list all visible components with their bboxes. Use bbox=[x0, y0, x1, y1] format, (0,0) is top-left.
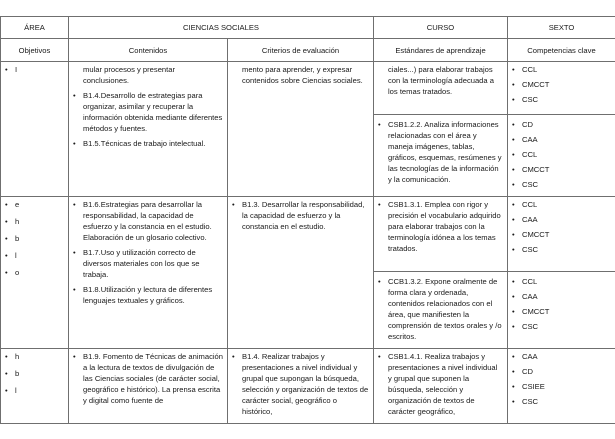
list-item: • B1.7.Uso y utilización correcto de diversos materiales con los que se trabaja. bbox=[73, 247, 223, 280]
list-item: • l bbox=[5, 385, 64, 396]
text-continuation: mular procesos y presentar conclusiones. bbox=[83, 65, 176, 85]
list-item: • CAA bbox=[512, 351, 611, 362]
criterios-cell bbox=[228, 349, 374, 424]
competencias-cell bbox=[508, 62, 615, 197]
estandares-cell bbox=[374, 349, 508, 424]
list-item: • b bbox=[5, 368, 64, 379]
column-header-row bbox=[1, 39, 615, 62]
course-value: SEXTO bbox=[508, 17, 615, 39]
list-item: • CSC bbox=[512, 94, 611, 105]
estandares-cell bbox=[374, 62, 508, 197]
objetivos-cell bbox=[1, 197, 69, 349]
list-item: • CCL bbox=[512, 276, 611, 287]
area-label: ÁREA bbox=[1, 17, 69, 39]
list-item: • B1.4.Desarrollo de estrategias para organizar, asimilar y recuperar la información obtenida mediante diferentes métodos y fuentes. bbox=[73, 90, 223, 134]
list-item: • o bbox=[5, 267, 64, 278]
list-item: • CAA bbox=[512, 134, 611, 145]
list-item: • CMCCT bbox=[512, 164, 611, 175]
list-item: • b bbox=[5, 233, 64, 244]
list-item: • CAA bbox=[512, 214, 611, 225]
list-item: • CMCCT bbox=[512, 79, 611, 90]
list-item: • CCL bbox=[512, 64, 611, 75]
list-item: • B1.5.Técnicas de trabajo intelectual. bbox=[73, 138, 223, 149]
table-row bbox=[1, 197, 615, 349]
list-item: • CCB1.3.2. Expone oralmente de forma clara y ordenada, contenidos relacionados con el área, que manifiesten la comprensión de textos orales y /o escritos. bbox=[378, 276, 503, 342]
list-item: • CSB1.4.1. Realiza trabajos y presentaciones a nivel individual y grupal que suponen la búsqueda, selección y organización de textos de carácter geográfico, bbox=[378, 351, 503, 417]
list-item: • CAA bbox=[512, 291, 611, 302]
competencias-cell bbox=[508, 349, 615, 424]
list-item: • h bbox=[5, 351, 64, 362]
competencias-cell bbox=[508, 197, 615, 349]
curriculum-table bbox=[0, 16, 615, 424]
criterios-cell bbox=[228, 197, 374, 349]
list-item: • CD bbox=[512, 366, 611, 377]
list-item: • e bbox=[5, 199, 64, 210]
list-item: • CSC bbox=[512, 396, 611, 407]
list-item: • CCL bbox=[512, 149, 611, 160]
contenidos-cell bbox=[69, 197, 228, 349]
list-item: • I bbox=[5, 64, 64, 75]
course-label: CURSO bbox=[374, 17, 508, 39]
estandares-cell bbox=[374, 197, 508, 349]
list-item: • CMCCT bbox=[512, 229, 611, 240]
list-item: • B1.4. Realizar trabajos y presentaciones a nivel individual y grupal que supongan la búsqueda, selección y organización de textos de carácter social, geográfico o histórico, bbox=[232, 351, 369, 417]
col-competencias: Competencias clave bbox=[508, 39, 615, 62]
objetivos-cell bbox=[1, 349, 69, 424]
col-estandares: Estándares de aprendizaje bbox=[374, 39, 508, 62]
col-objetivos: Objetivos bbox=[1, 39, 69, 62]
list-item: • l bbox=[5, 250, 64, 261]
header-row bbox=[1, 17, 615, 39]
subject-title: CIENCIAS SOCIALES bbox=[69, 17, 374, 39]
list-item: • B1.9. Fomento de Técnicas de animación a la lectura de textos de divulgación de las Ciencias sociales (de carácter social, geográfico e histórico). La prensa escrita y digital como fuente de bbox=[73, 351, 223, 406]
list-item: • CSC bbox=[512, 179, 611, 190]
list-item: • h bbox=[5, 216, 64, 227]
list-item: • B1.6.Estrategias para desarrollar la responsabilidad, la capacidad de esfuerzo y la constancia en el estudio. Elaboración de un glosario colectivo. bbox=[73, 199, 223, 243]
list-item: • CSC bbox=[512, 244, 611, 255]
list-item: • CCL bbox=[512, 199, 611, 210]
contenidos-cell bbox=[69, 349, 228, 424]
list-item: • CSB1.3.1. Emplea con rigor y precisión el vocabulario adquirido para elaborar trabajos con la terminología idónea a los temas tratados. bbox=[378, 199, 503, 254]
list-item: • CSB1.2.2. Analiza informaciones relacionadas con el área y maneja imágenes, tablas, gráficos, esquemas, resúmenes y las tecnologías de la información y la comunicación. bbox=[378, 119, 503, 185]
list-item: • CSC bbox=[512, 321, 611, 332]
list-item: • CMCCT bbox=[512, 306, 611, 317]
list-item: • B1.8.Utilización y lectura de diferentes lenguajes textuales y gráficos. bbox=[73, 284, 223, 306]
table-row bbox=[1, 62, 615, 197]
contenidos-cell bbox=[69, 62, 228, 197]
list-item: • CD bbox=[512, 119, 611, 130]
text-continuation: mento para aprender, y expresar contenidos sobre Ciencias sociales. bbox=[242, 65, 363, 85]
list-item: • B1.3. Desarrollar la responsabilidad, la capacidad de esfuerzo y la constancia en el estudio. bbox=[232, 199, 369, 232]
table-row bbox=[1, 349, 615, 424]
objetivos-cell bbox=[1, 62, 69, 197]
criterios-cell bbox=[228, 62, 374, 197]
text-continuation: ciales...) para elaborar trabajos con la terminología adecuada a los temas tratados. bbox=[388, 65, 494, 96]
col-contenidos: Contenidos bbox=[69, 39, 228, 62]
col-criterios: Criterios de evaluación bbox=[228, 39, 374, 62]
list-item: • CSIEE bbox=[512, 381, 611, 392]
